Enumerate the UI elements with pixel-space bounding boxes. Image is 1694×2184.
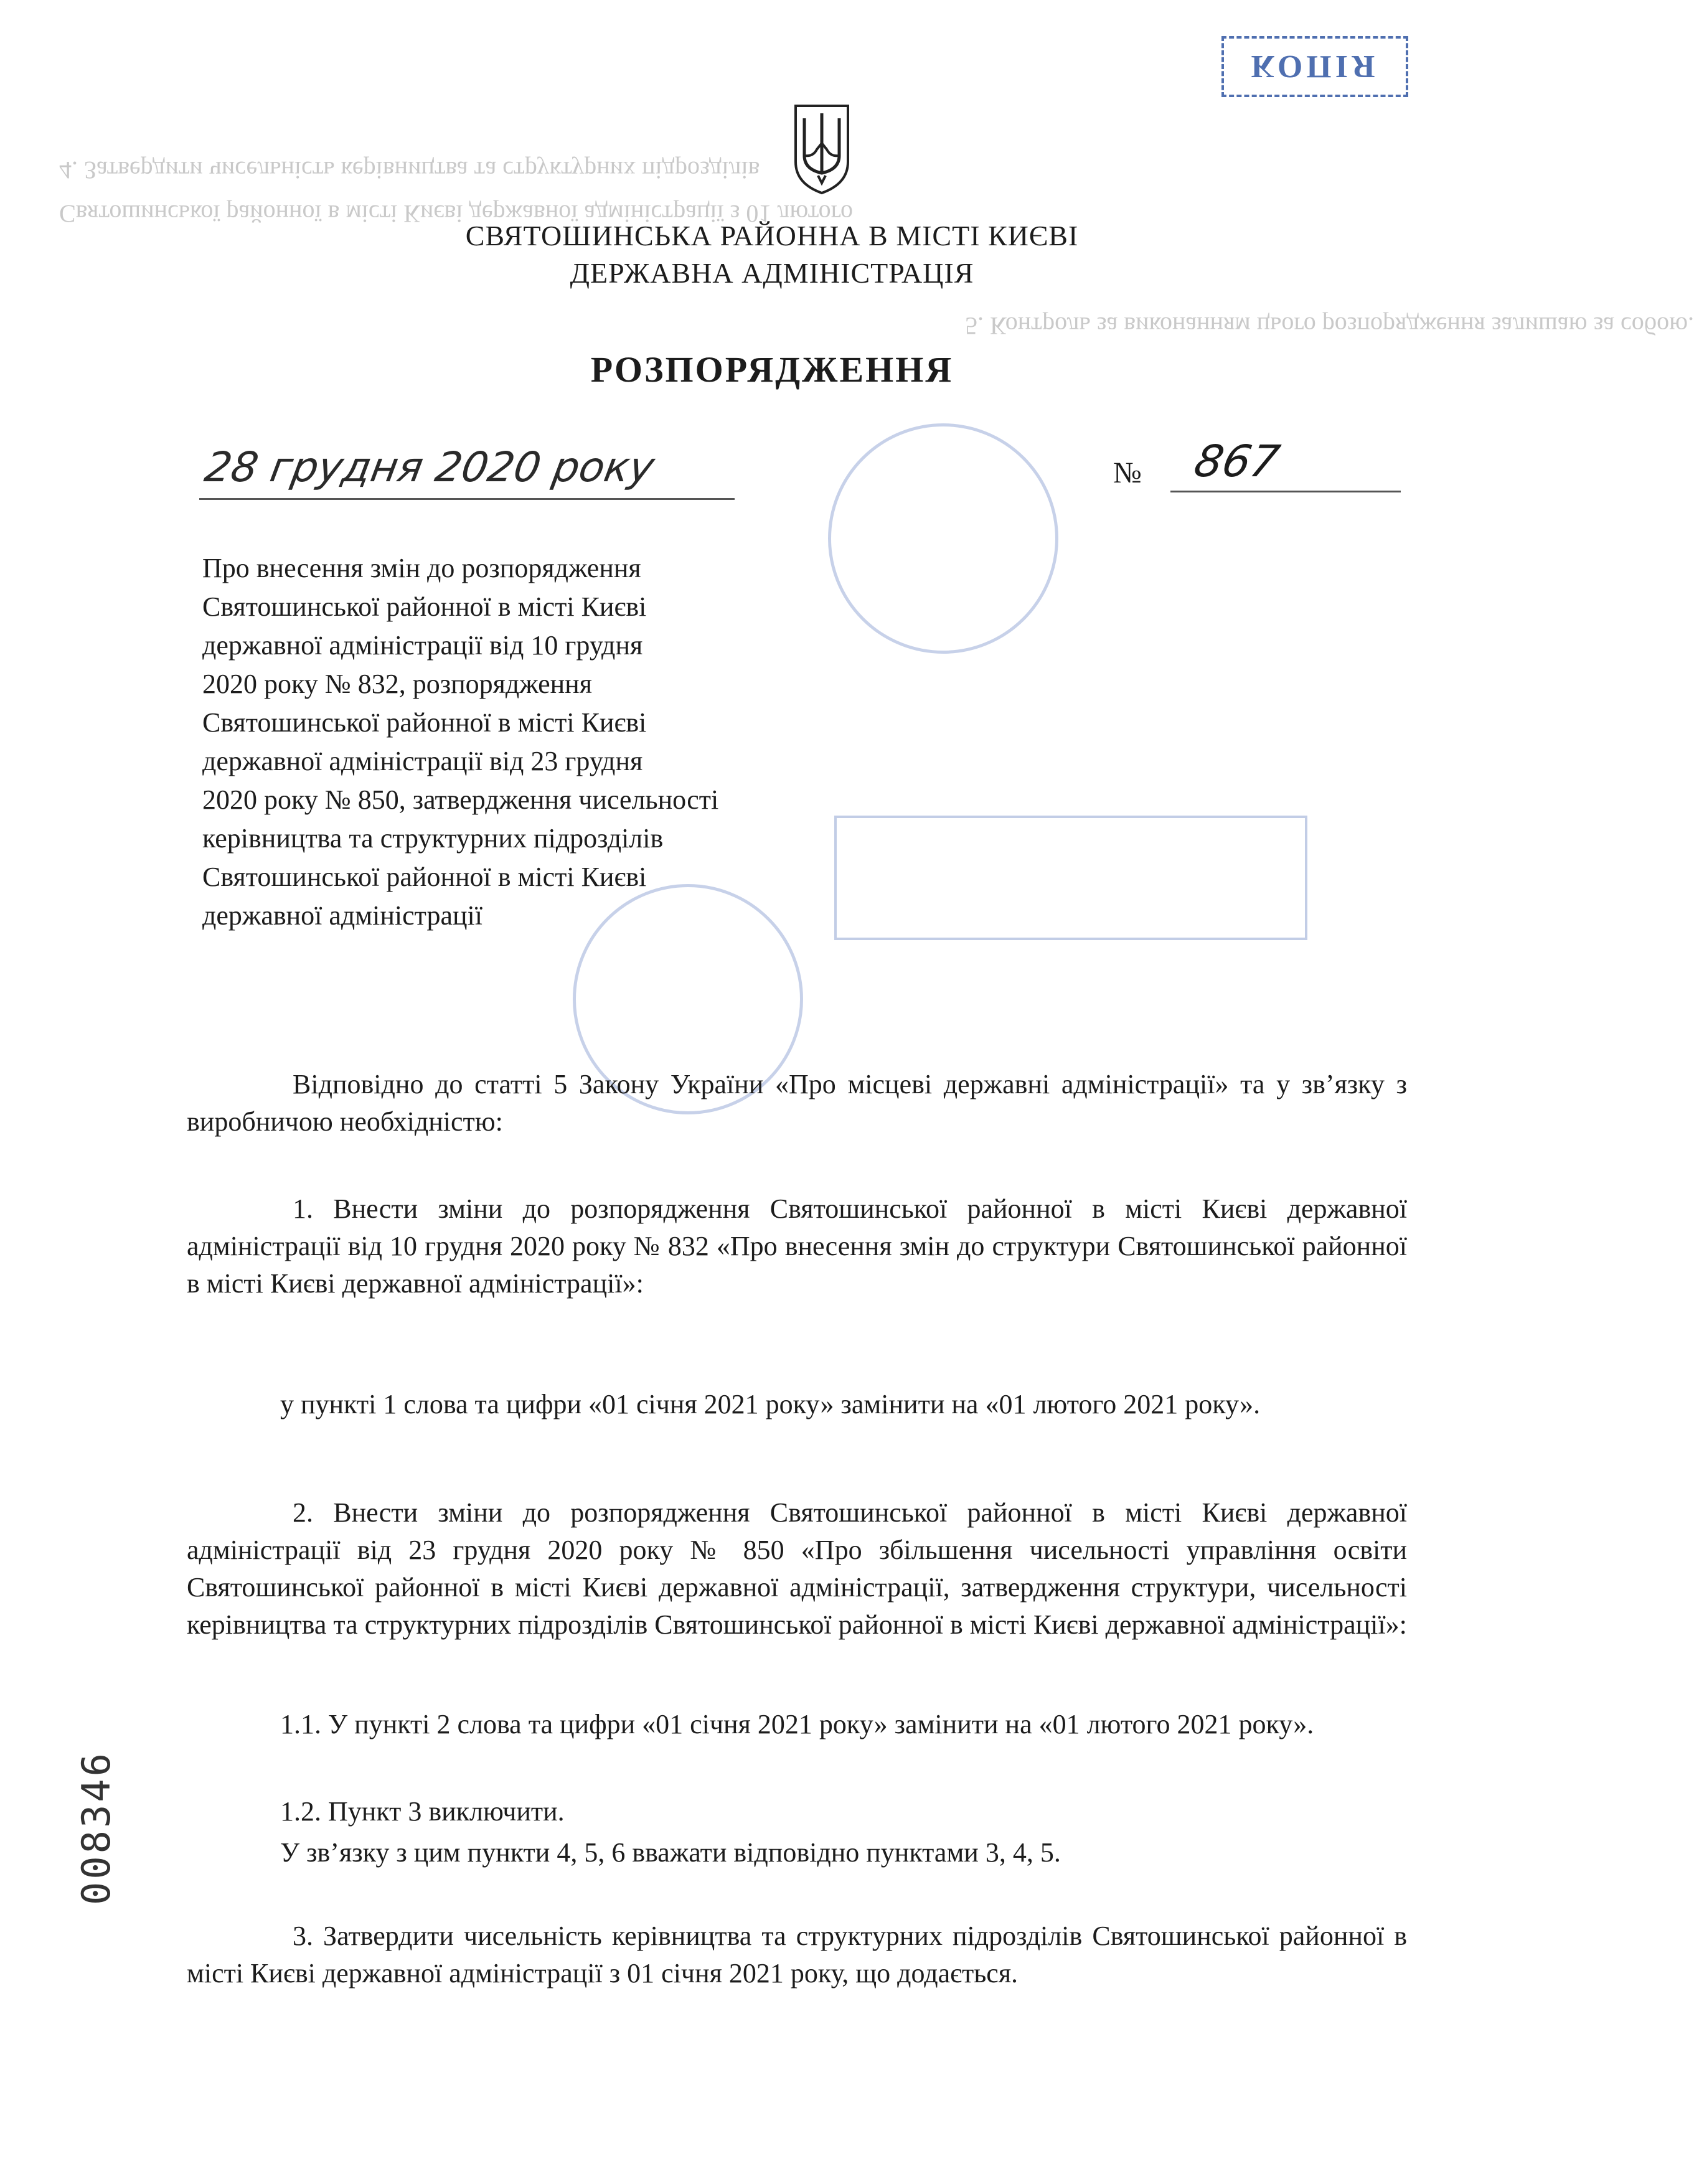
item-1-text: 1. Внести зміни до розпорядження Святошинської районної в місті Києві державної адміністрації від 10 грудня 2020 року № 832 «Про внесення змін до структури Святошинської районної в місті Києві державної адміністрації»: xyxy=(187,1193,1407,1299)
number-underline xyxy=(1170,491,1401,492)
handwritten-date: 28 грудня 2020 року xyxy=(201,443,658,491)
handwritten-number: 867 xyxy=(1190,436,1284,487)
bleed-through-text: Святошинської районної в місті Києві державної адміністрації з 01 лютого xyxy=(59,200,854,228)
item-1-sub-text: у пункті 1 слова та цифри «01 січня 2021 року» замінити на «01 лютого 2021 року». xyxy=(280,1389,1261,1419)
item-2-1-text: 1.1. У пункті 2 слова та цифри «01 січня 2021 року» замінити на «01 лютого 2021 року». xyxy=(280,1709,1314,1739)
item-2-text: 2. Внести зміни до розпорядження Святошинської районної в місті Києві державної адміністрації від 23 грудня 2020 року № 850 «Про збільшення чисельності управління освіти Святошинської районної в місті Києві державної адміністрації, затвердження структури, чисельності керівництва та структурних підрозділів Святошинської районної в місті Києві державної адміністрації»: xyxy=(187,1497,1407,1640)
bleed-through-text: 5. Контроль за виконанням цього розпорядження залишаю за собою. xyxy=(965,312,1694,340)
item-2-2-text: 1.2. Пункт 3 виключити. xyxy=(280,1796,565,1827)
item-2-3-text: У зв’язку з цим пункти 4, 5, 6 вважати відповідно пунктами 3, 4, 5. xyxy=(280,1837,1061,1868)
coat-of-arms-icon xyxy=(791,100,853,196)
organization-name-line2: ДЕРЖАВНА АДМІНІСТРАЦІЯ xyxy=(570,257,974,289)
item-2-paragraph xyxy=(187,1494,1407,1644)
bleed-through-text: 4. Затвердити чисельність керівництва та структурних підрозділів xyxy=(59,156,760,184)
item-3-paragraph xyxy=(187,1918,1407,1992)
item-2-1-paragraph xyxy=(187,1706,1407,1743)
item-1-sub-paragraph xyxy=(187,1386,1407,1423)
serial-number: 008346 xyxy=(73,1751,119,1905)
number-sign: № xyxy=(1113,456,1142,489)
preamble-paragraph xyxy=(187,1066,1407,1141)
item-3-text: 3. Затвердити чисельність керівництва та структурних підрозділів Святошинської районної в місті Києві державної адміністрації з 01 січня 2021 року, що додається. xyxy=(187,1921,1407,1989)
copy-stamp-label: КОПІЯ xyxy=(1251,49,1379,85)
document-title: РОЗПОРЯДЖЕННЯ xyxy=(590,349,954,390)
organization-name-line1: СВЯТОШИНСЬКА РАЙОННА В МІСТІ КИЄВІ xyxy=(465,220,1079,252)
item-2-2-paragraph xyxy=(187,1793,1407,1830)
item-1-paragraph xyxy=(187,1190,1407,1302)
copy-stamp xyxy=(1221,36,1408,97)
preamble-text: Відповідно до статті 5 Закону України «Про місцеві державні адміністрації» та у зв’язку з виробничою необхідністю: xyxy=(187,1069,1407,1137)
item-2-3-paragraph xyxy=(187,1834,1407,1871)
order-subject: Про внесення змін до розпорядження Святошинської районної в місті Києві державної адміністрації від 10 грудня 2020 року № 832, розпорядження Святошинської районної в місті Києві державної адміністрації від 23 грудня 2020 року № 850, затвердження чисельності керівництва та структурних підрозділів Святошинської районної в місті Києві державної адміністрації xyxy=(202,553,719,931)
date-underline xyxy=(199,498,735,500)
